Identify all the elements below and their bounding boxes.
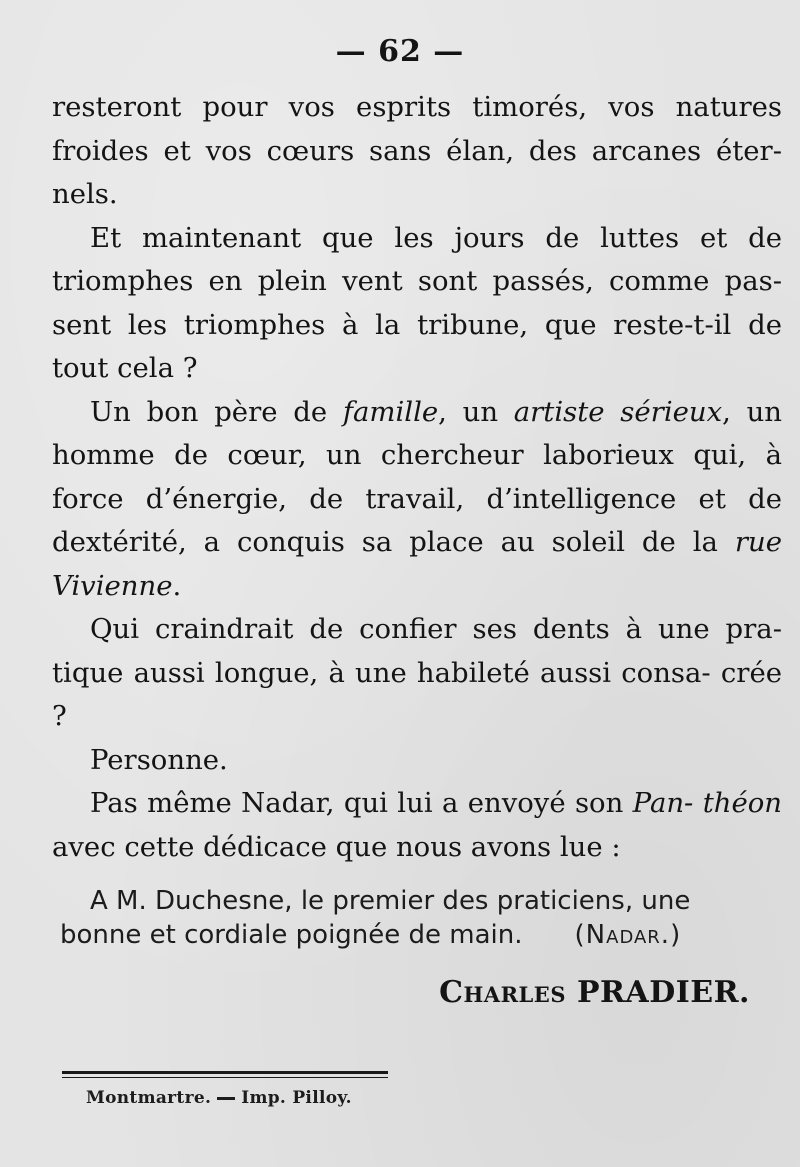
paragraph-6-text-b: avec cette dédicace que nous avons lue : [52,830,621,863]
paragraph-3-italic-famille: famille [342,395,439,428]
footer-rule-thick [62,1071,388,1074]
page-number: — 62 — [335,34,465,69]
paragraph-3-text-d: . [172,569,182,602]
paragraph-6-text-a: Pas même Nadar, qui lui a envoyé son [90,787,633,819]
printer-place: Montmartre. [86,1088,212,1108]
footer-rule-thin [62,1077,388,1078]
imprint-dash [217,1097,235,1100]
dedication-line-2 [60,918,788,952]
paragraph-3-italic-artiste: artiste sérieux [513,395,723,428]
paragraph-3-text-c: , un homme de cœur, un chercheur laborieux qui, à force d’énergie, de travail, d’intelligence et de dextérité, a conquis sa place au soleil de la [52,395,783,558]
dedication-quote [60,884,788,952]
dedication-line-2-text: bonne et cordiale poignée de main. [60,920,523,950]
printer-name: Imp. Pilloy. [241,1088,352,1108]
paragraph-1: resteront pour vos esprits timorés, vos natures froides et vos cœurs sans élan, des arcanes éter- nels. [52,91,782,210]
signature-first-name: Charles [439,975,566,1010]
paragraph-4: Qui craindrait de confier ses dents à une pra- tique aussi longue, à une habileté aussi consa- crée ? [52,613,782,732]
dedication-line-1: A M. Duchesne, le premier des praticiens, une [90,886,691,916]
paragraph-3-italic-rue-vivienne: rue Vivienne [52,526,782,602]
dedication-credit: (Nadar.) [574,920,682,950]
paragraph-3-text-b: , un [438,395,514,428]
paragraph-6-italic-pantheon: Pan- théon [632,787,782,819]
paragraph-3-text-a: Un bon père de [90,395,343,428]
body-text [52,86,782,869]
paragraph-3 [52,391,782,609]
paragraph-6 [52,782,782,869]
paragraph-2: Et maintenant que les jours de luttes et de triomphes en plein vent sont passés, comme pas- sent les triomphes à la tribune, que reste-t-il de tout cela ? [52,221,782,384]
signature-last-name: PRADIER. [576,975,750,1010]
author-signature [439,975,750,1010]
paragraph-5: Personne. [90,743,228,776]
printer-imprint [86,1088,352,1108]
